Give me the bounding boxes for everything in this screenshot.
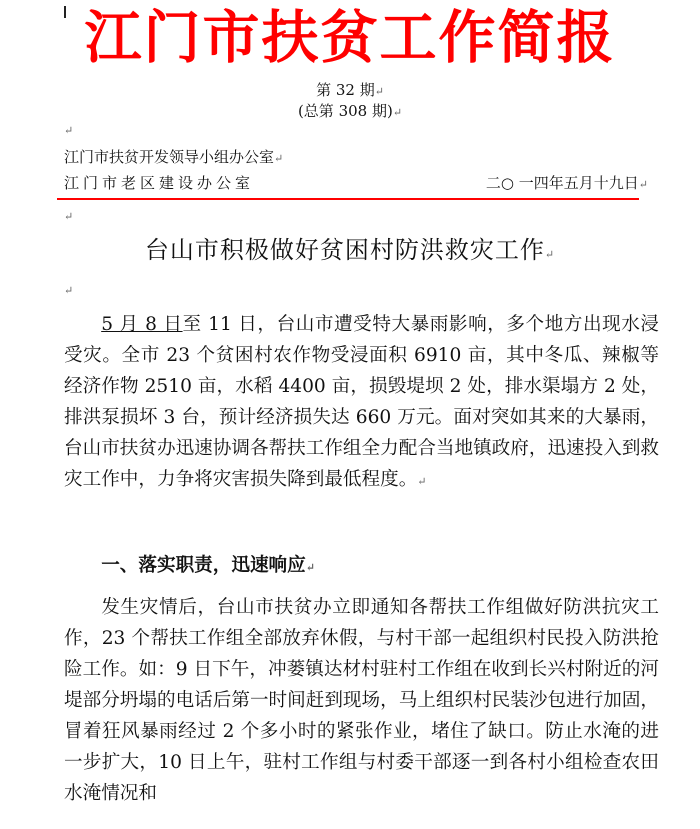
sender-office-1-text: 江门市扶贫开发领导小组办公室: [64, 148, 275, 166]
section-heading-1-text: 一、落实职责，迅速响应: [101, 555, 306, 576]
paragraph-mark-icon: ↵: [64, 210, 74, 223]
paragraph-mark-icon: ↵: [417, 475, 427, 488]
masthead-title: 江门市扶贫工作简报: [84, 5, 616, 71]
paragraph-mark-icon: ↵: [274, 152, 284, 165]
paragraph-mark-icon: ↵: [305, 561, 315, 574]
issue-number: [0, 80, 700, 102]
sender-office-2: 江门市老区建设办公室: [64, 174, 255, 192]
body-paragraph-1-text: 至 11 日，台山市遭受特大暴雨影响，多个地方出现水浸受灾。全市 23 个贫困村农作物受浸面积 6910 亩，其中冬瓜、辣椒等经济作物 2510 亩，水稻 4400 亩，损毁堤坝 2 处，排水渠塌方 2 处，排洪泵损坏 3 台，预计经济损失达 660 万元。面对突如其来的大暴雨，台山市扶贫办迅速协调各帮扶工作组全力配合当地镇政府，迅速投入到救灾工作中，力争将灾害损失降到最低程度。: [64, 314, 660, 490]
issue-total-text: (总第 308 期): [297, 102, 393, 120]
issue-number-text: 第 32 期: [316, 81, 375, 99]
sender-office-1: [64, 147, 283, 169]
issue-total: [0, 101, 700, 123]
flood-date-range-start: 5 月 8 日: [101, 314, 183, 335]
paragraph-mark-icon: ↵: [64, 124, 74, 137]
masthead: [0, 0, 700, 78]
paragraph-mark-icon: ↵: [392, 106, 403, 119]
section-heading-1: [64, 550, 659, 583]
article-headline: [0, 234, 700, 271]
issue-date-text: 二○ 一四年五月十九日: [485, 174, 639, 192]
paragraph-mark-icon: ↵: [374, 85, 384, 98]
paragraph-mark-icon: ↵: [638, 178, 648, 191]
paragraph-mark-icon: ↵: [544, 248, 556, 261]
body-paragraph-1: [64, 309, 659, 497]
red-divider-rule: [57, 198, 639, 200]
issue-date: [486, 173, 648, 195]
article-headline-text: 台山市积极做好贫困村防洪救灾工作: [144, 236, 545, 264]
body-paragraph-2: 发生灾情后，台山市扶贫办立即通知各帮扶工作组做好防洪抗灾工作，23 个帮扶工作组全部放弃休假，与村干部一起组织村民投入防洪抢险工作。如：9 日下午，冲蒌镇达材村驻村工作组在收到长兴村附近的河堤部分坍塌的电话后第一时间赶到现场，马上组织村民装沙包进行加固，冒着狂风暴雨经过 2 个多小时的紧张作业，堵住了缺口。防止水淹的进一步扩大，10 日上午，驻村工作组与村委干部逐一到各村小组检查农田水淹情况和: [64, 597, 660, 804]
paragraph-mark-icon: ↵: [64, 284, 74, 297]
